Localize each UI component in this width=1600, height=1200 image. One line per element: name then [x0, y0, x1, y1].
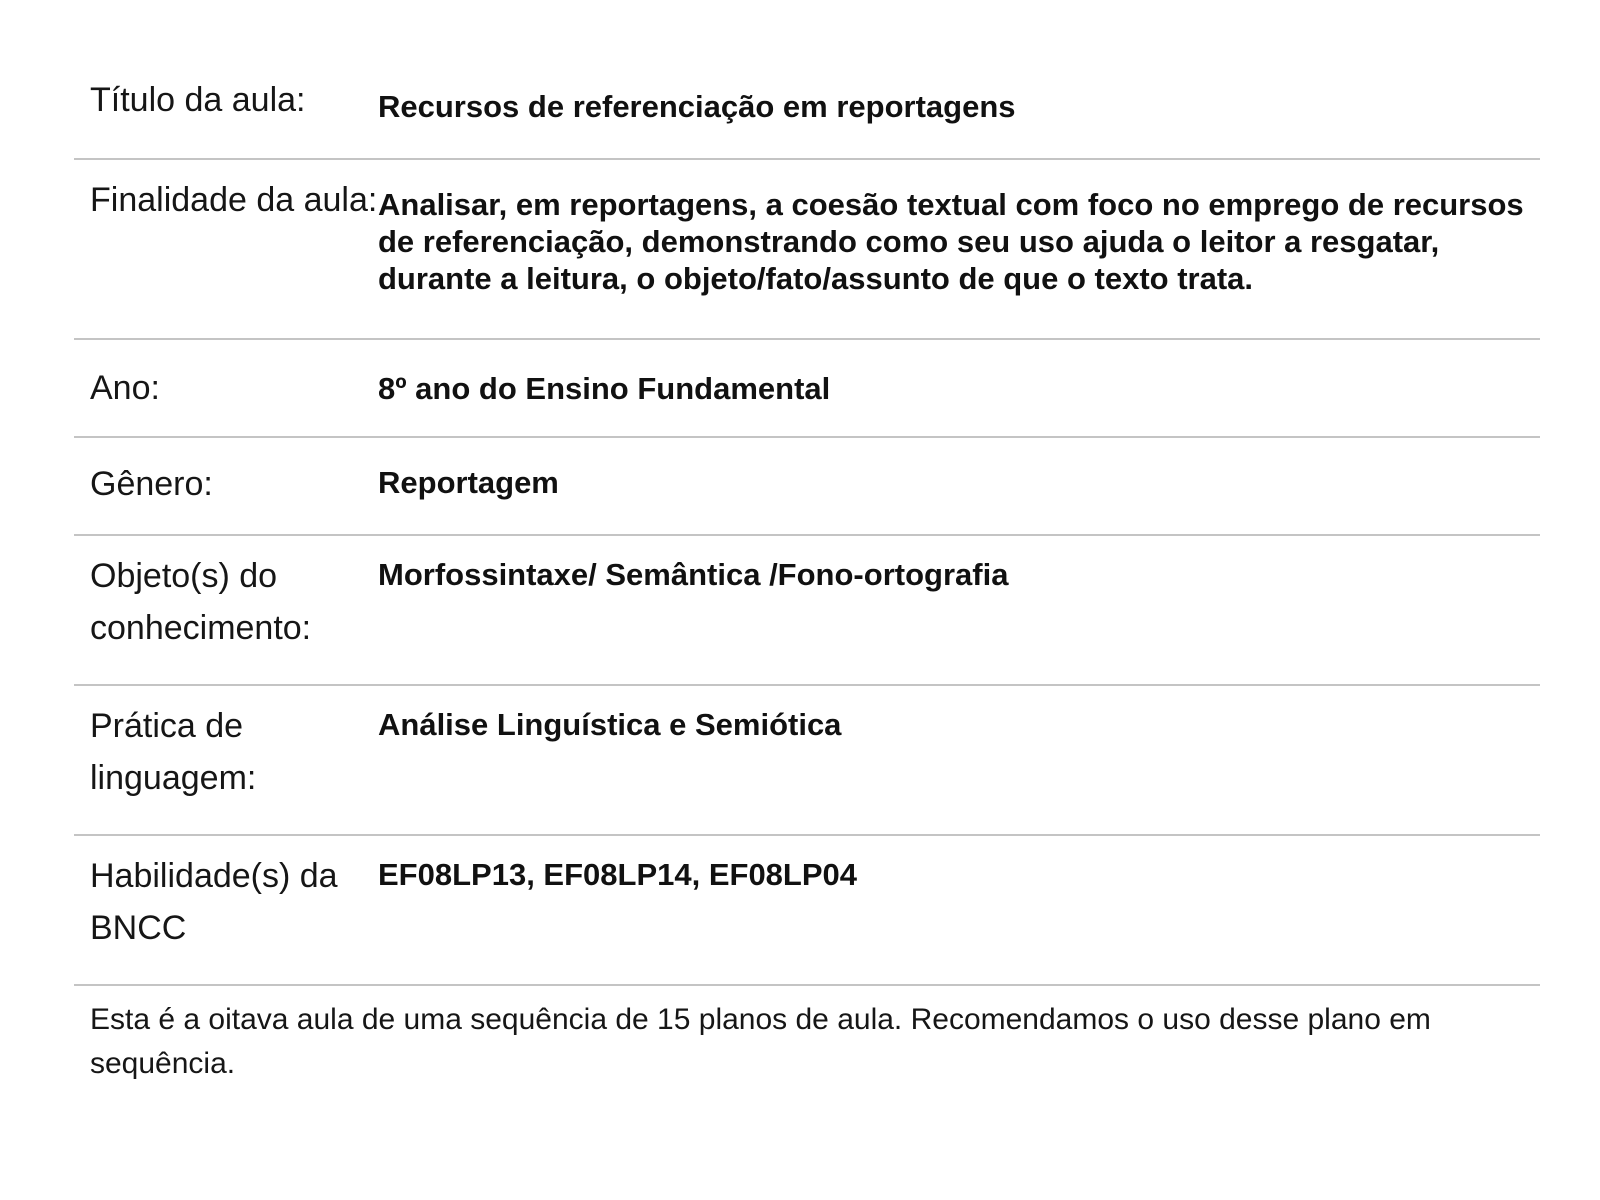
row-lesson-purpose	[74, 160, 1540, 340]
row-language-practice	[74, 686, 1540, 836]
lesson-title-value: Recursos de referenciação em reportagens	[378, 89, 1016, 124]
language-practice-label: Prática de linguagem:	[90, 707, 257, 797]
lesson-title-label: Título da aula:	[90, 81, 306, 119]
school-year-value: 8º ano do Ensino Fundamental	[378, 371, 831, 406]
row-knowledge-objects	[74, 536, 1540, 686]
bncc-skills-label: Habilidade(s) da BNCC	[90, 857, 338, 947]
lesson-purpose-label: Finalidade da aula:	[90, 181, 378, 219]
school-year-label: Ano:	[90, 369, 160, 407]
knowledge-objects-label: Objeto(s) do conhecimento:	[90, 557, 312, 647]
sequence-note: Esta é a oitava aula de uma sequência de 15 planos de aula. Recomendamos o uso desse plano em sequência.	[90, 1003, 1431, 1080]
row-school-year	[74, 340, 1540, 438]
genre-value: Reportagem	[378, 465, 559, 500]
row-genre	[74, 438, 1540, 536]
genre-label: Gênero:	[90, 465, 213, 503]
row-lesson-title	[74, 60, 1540, 160]
row-bncc-skills	[74, 836, 1540, 986]
lesson-plan-table	[74, 60, 1540, 1086]
knowledge-objects-value: Morfossintaxe/ Semântica /Fono-ortografia	[378, 557, 1009, 592]
language-practice-value: Análise Linguística e Semiótica	[378, 707, 842, 742]
bncc-skills-value: EF08LP13, EF08LP14, EF08LP04	[378, 857, 858, 892]
lesson-purpose-value: Analisar, em reportagens, a coesão textual com foco no emprego de recursos de referenciação, demonstrando como seu uso ajuda o leitor a resgatar, durante a leitura, o objeto/fato/assunto de que o texto trata.	[378, 187, 1524, 296]
